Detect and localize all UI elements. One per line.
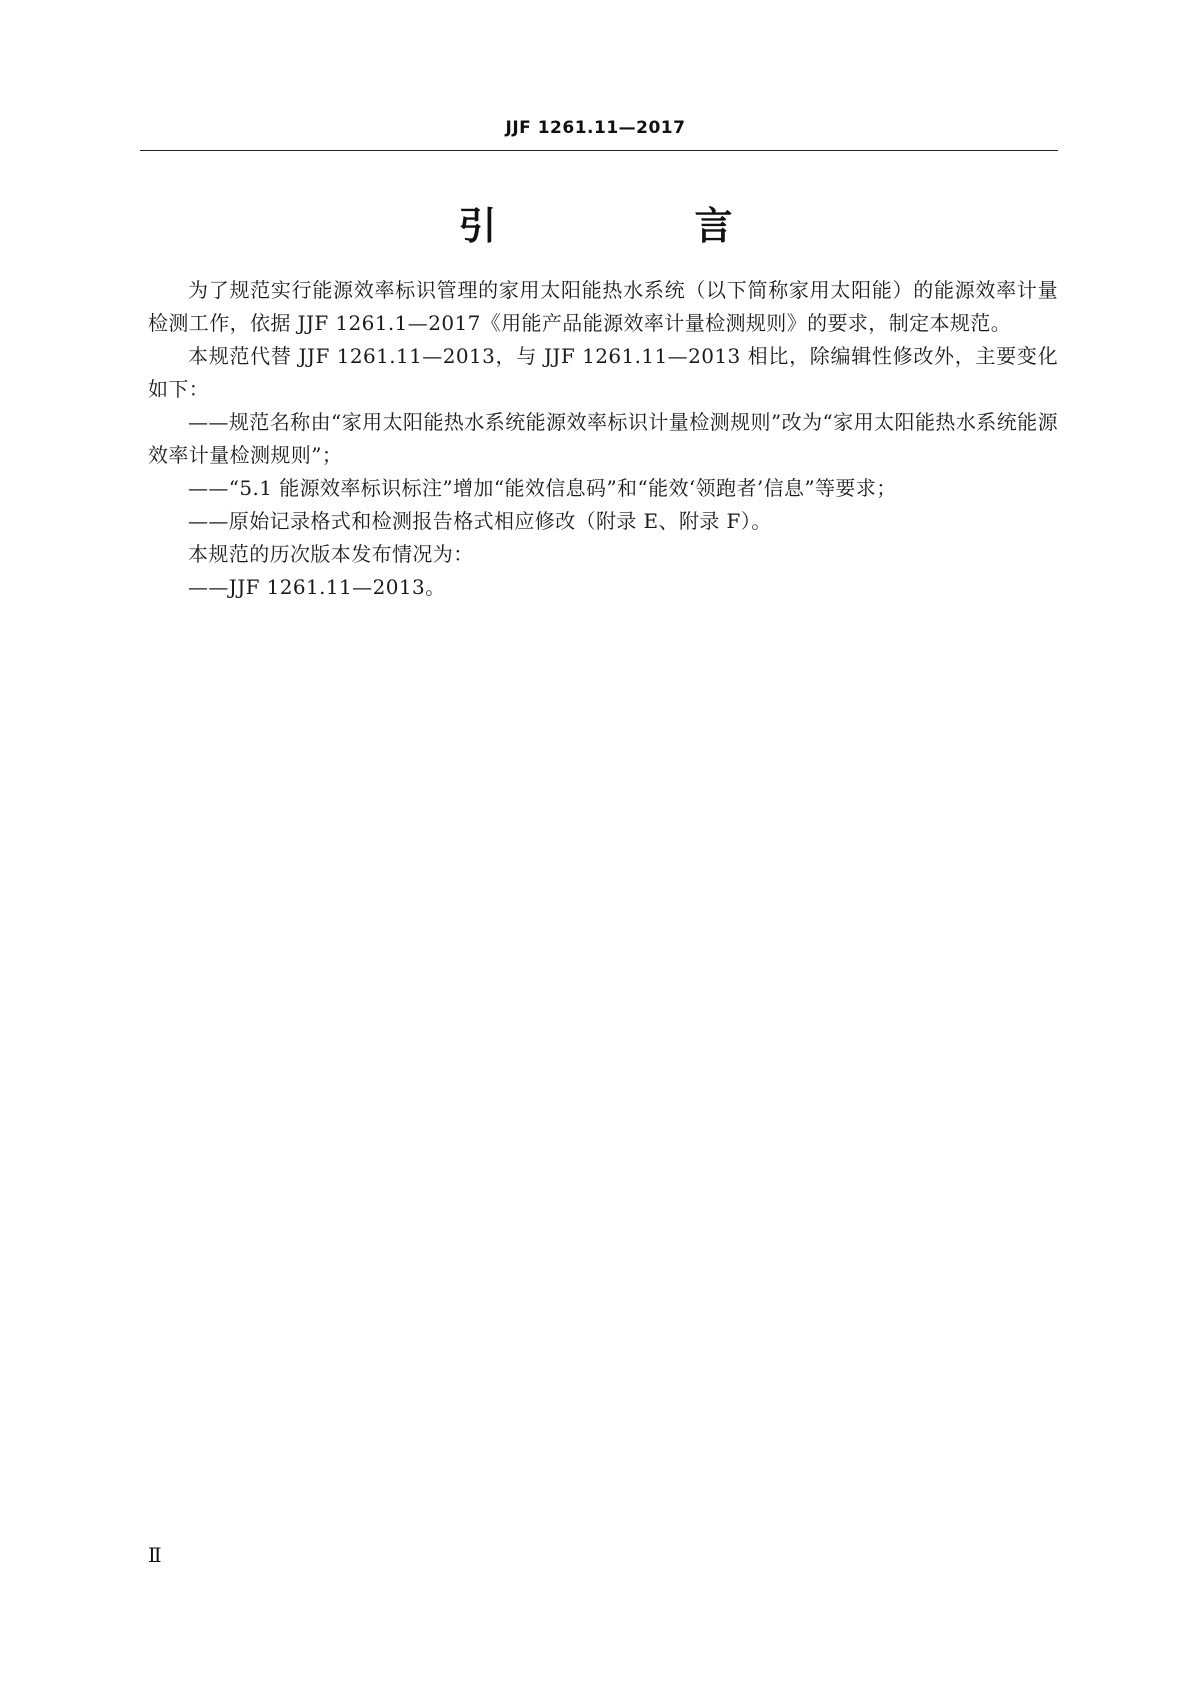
paragraph-replacement: 本规范代替 JJF 1261.11—2013，与 JJF 1261.11—2013 相比，除编辑性修改外，主要变化如下：: [148, 344, 1058, 401]
standard-code-header: JJF 1261.11—2017: [505, 118, 686, 138]
body-text: [148, 274, 1058, 604]
change-item-label: ——“5.1 能源效率标识标注”增加“能效信息码”和“能效‘领跑者’信息”等要求；: [188, 476, 897, 500]
history-item: ——JJF 1261.11—2013。: [188, 575, 446, 599]
paragraph-purpose: 为了规范实行能源效率标识管理的家用太阳能热水系统（以下简称家用太阳能）的能源效率计量检测工作，依据 JJF 1261.1—2017《用能产品能源效率计量检测规则》的要求，制定本规范。: [148, 278, 1058, 335]
page-number: Ⅱ: [148, 1543, 162, 1567]
change-item-name: ——规范名称由“家用太阳能热水系统能源效率标识计量检测规则”改为“家用太阳能热水系统能源效率计量检测规则”；: [148, 410, 1058, 467]
page-title: 引 言: [458, 204, 813, 248]
paragraph-history: 本规范的历次版本发布情况为：: [188, 542, 474, 566]
change-item-formats: ——原始记录格式和检测报告格式相应修改（附录 E、附录 F）。: [188, 509, 772, 533]
header-divider: [140, 150, 1058, 151]
